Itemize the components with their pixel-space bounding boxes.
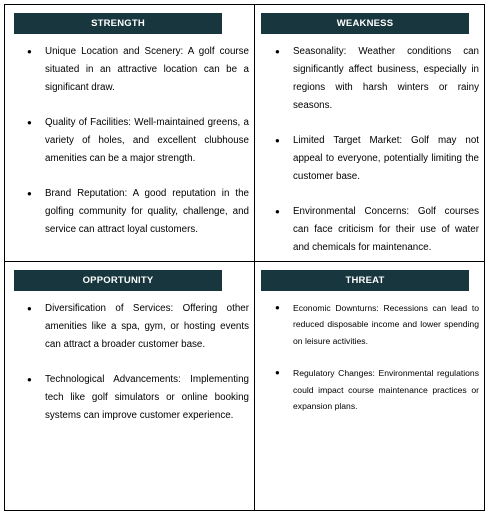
opportunity-heading: OPPORTUNITY	[14, 270, 222, 291]
list-item-text: Quality of Facilities: Well-maintained greens, a variety of holes, and excellent clubhouse amenities can be a major strength.	[45, 117, 249, 164]
opportunity-quadrant	[5, 262, 254, 510]
weakness-heading: WEAKNESS	[261, 13, 469, 34]
bullet-icon: ●	[275, 207, 280, 216]
list-item	[27, 300, 249, 354]
list-item-text: Limited Target Market: Golf may not appeal to everyone, potentially limiting the customer base.	[293, 135, 479, 182]
list-item-text: Regulatory Changes: Environmental regulations could impact course maintenance practices or expansion plans.	[293, 368, 479, 412]
list-item	[275, 203, 479, 257]
opportunity-list	[27, 300, 249, 442]
list-item-text: Diversification of Services: Offering other amenities like a spa, gym, or hosting events can attract a broader customer base.	[45, 303, 249, 350]
bullet-icon: ●	[275, 303, 280, 312]
list-item-text: Seasonality: Weather conditions can significantly affect business, especially in regions with harsh winters or rainy seasons.	[293, 46, 479, 111]
bullet-icon: ●	[27, 118, 32, 127]
bullet-icon: ●	[275, 47, 280, 56]
bullet-icon: ●	[27, 47, 32, 56]
list-item-text: Brand Reputation: A good reputation in the golfing community for quality, challenge, and service can attract loyal customers.	[45, 188, 249, 235]
weakness-list	[275, 43, 479, 274]
threat-quadrant	[255, 262, 484, 510]
list-item-text: Environmental Concerns: Golf courses can face criticism for their use of water and chemicals for maintenance.	[293, 206, 479, 253]
list-item-text: Technological Advancements: Implementing tech like golf simulators or online booking systems can improve customer experience.	[45, 374, 249, 421]
weakness-quadrant	[255, 5, 484, 261]
list-item	[275, 132, 479, 186]
list-item	[27, 114, 249, 168]
list-item	[27, 43, 249, 97]
list-item	[275, 365, 479, 414]
bullet-icon: ●	[275, 136, 280, 145]
bullet-icon: ●	[27, 375, 32, 384]
list-item	[275, 300, 479, 349]
list-item	[27, 371, 249, 425]
strength-list	[27, 43, 249, 256]
list-item-text: Unique Location and Scenery: A golf course situated in an attractive location can be a significant draw.	[45, 46, 249, 93]
bullet-icon: ●	[27, 189, 32, 198]
strength-quadrant	[5, 5, 254, 261]
bullet-icon: ●	[275, 368, 280, 378]
bullet-icon: ●	[27, 304, 32, 313]
list-item	[27, 185, 249, 239]
threat-list	[275, 300, 479, 430]
strength-heading: STRENGTH	[14, 13, 222, 34]
threat-heading: THREAT	[261, 270, 469, 291]
list-item	[275, 43, 479, 115]
swot-grid	[4, 4, 485, 511]
list-item-text: Economic Downturns: Recessions can lead to reduced disposable income and lower spending on leisure activities.	[293, 303, 479, 346]
